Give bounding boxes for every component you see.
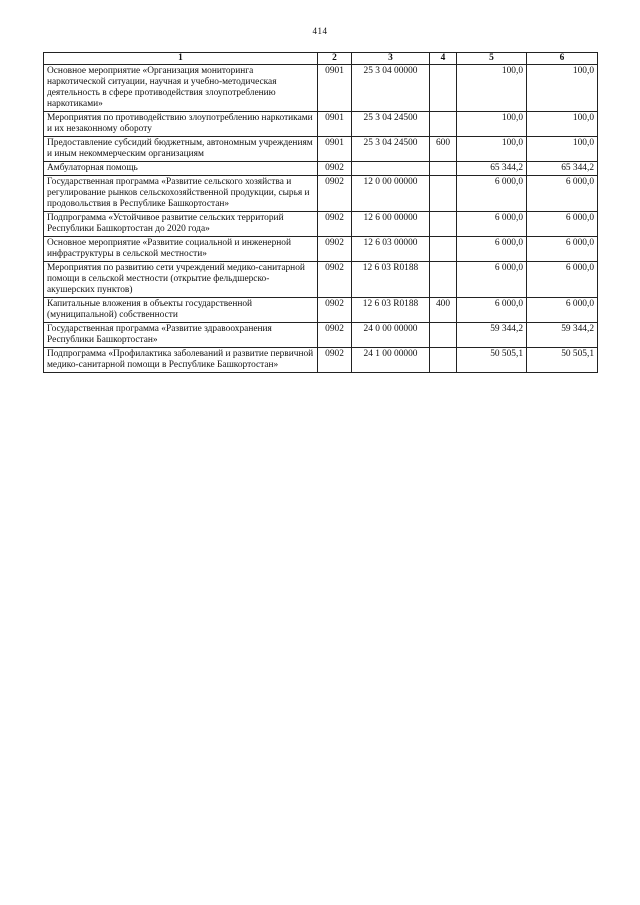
row-amount-5: 100,0 xyxy=(457,65,527,112)
row-section-code: 0902 xyxy=(318,323,352,348)
row-amount-6: 6 000,0 xyxy=(527,237,598,262)
column-header: 4 xyxy=(430,53,457,65)
table-row xyxy=(44,112,598,137)
row-target-article: 12 6 03 R0188 xyxy=(352,298,430,323)
row-amount-6: 65 344,2 xyxy=(527,162,598,176)
row-name: Мероприятия по развитию сети учреждений медико-санитарной помощи в сельской местности (открытие фельдшерско-акушерских пунктов) xyxy=(44,262,318,298)
row-name: Подпрограмма «Устойчивое развитие сельских территорий Республики Башкортостан до 2020 года» xyxy=(44,212,318,237)
row-amount-5: 6 000,0 xyxy=(457,237,527,262)
row-name: Подпрограмма «Профилактика заболеваний и развитие первичной медико-санитарной помощи в Республике Башкортостан» xyxy=(44,348,318,373)
row-name: Капитальные вложения в объекты государственной (муниципальной) собственности xyxy=(44,298,318,323)
row-target-article: 12 6 03 R0188 xyxy=(352,262,430,298)
table-row xyxy=(44,137,598,162)
row-amount-5: 65 344,2 xyxy=(457,162,527,176)
table-row xyxy=(44,262,598,298)
column-header: 5 xyxy=(457,53,527,65)
row-expense-type xyxy=(430,112,457,137)
row-amount-5: 100,0 xyxy=(457,137,527,162)
row-amount-5: 59 344,2 xyxy=(457,323,527,348)
table-row xyxy=(44,212,598,237)
row-amount-5: 6 000,0 xyxy=(457,298,527,323)
row-expense-type xyxy=(430,262,457,298)
row-section-code: 0901 xyxy=(318,65,352,112)
row-amount-5: 6 000,0 xyxy=(457,212,527,237)
row-name: Предоставление субсидий бюджетным, автономным учреждениям и иным некоммерческим организациям xyxy=(44,137,318,162)
row-expense-type xyxy=(430,162,457,176)
row-expense-type xyxy=(430,237,457,262)
table-row xyxy=(44,237,598,262)
row-target-article xyxy=(352,162,430,176)
row-target-article: 25 3 04 00000 xyxy=(352,65,430,112)
row-expense-type xyxy=(430,65,457,112)
row-expense-type xyxy=(430,323,457,348)
table-row xyxy=(44,65,598,112)
table-row xyxy=(44,176,598,212)
column-header: 3 xyxy=(352,53,430,65)
row-target-article: 24 1 00 00000 xyxy=(352,348,430,373)
row-amount-6: 6 000,0 xyxy=(527,176,598,212)
column-header: 2 xyxy=(318,53,352,65)
row-section-code: 0901 xyxy=(318,112,352,137)
row-target-article: 24 0 00 00000 xyxy=(352,323,430,348)
row-section-code: 0902 xyxy=(318,348,352,373)
row-expense-type xyxy=(430,348,457,373)
row-name: Государственная программа «Развитие здравоохранения Республики Башкортостан» xyxy=(44,323,318,348)
row-section-code: 0902 xyxy=(318,262,352,298)
row-name: Мероприятия по противодействию злоупотреблению наркотиками и их незаконному обороту xyxy=(44,112,318,137)
table-row xyxy=(44,162,598,176)
row-expense-type: 600 xyxy=(430,137,457,162)
row-amount-5: 100,0 xyxy=(457,112,527,137)
row-name: Основное мероприятие «Организация мониторинга наркотической ситуации, научная и учебно-методическая деятельность в сфере противодействия злоупотреблению наркотиками» xyxy=(44,65,318,112)
row-expense-type xyxy=(430,212,457,237)
row-amount-5: 6 000,0 xyxy=(457,176,527,212)
row-amount-6: 6 000,0 xyxy=(527,212,598,237)
row-expense-type xyxy=(430,176,457,212)
row-amount-6: 6 000,0 xyxy=(527,262,598,298)
table-row xyxy=(44,348,598,373)
row-expense-type: 400 xyxy=(430,298,457,323)
column-header: 6 xyxy=(527,53,598,65)
row-name: Амбулаторная помощь xyxy=(44,162,318,176)
row-target-article: 25 3 04 24500 xyxy=(352,112,430,137)
row-section-code: 0902 xyxy=(318,176,352,212)
row-section-code: 0902 xyxy=(318,212,352,237)
row-name: Государственная программа «Развитие сельского хозяйства и регулирование рынков сельскохозяйственной продукции, сырья и продовольствия в Республике Башкортостан» xyxy=(44,176,318,212)
row-target-article: 25 3 04 24500 xyxy=(352,137,430,162)
column-header: 1 xyxy=(44,53,318,65)
table-row xyxy=(44,298,598,323)
row-amount-6: 100,0 xyxy=(527,65,598,112)
row-name: Основное мероприятие «Развитие социальной и инженерной инфраструктуры в сельской местности» xyxy=(44,237,318,262)
page-number: 414 xyxy=(312,26,328,36)
table-row xyxy=(44,323,598,348)
row-target-article: 12 6 03 00000 xyxy=(352,237,430,262)
row-amount-6: 100,0 xyxy=(527,137,598,162)
row-section-code: 0902 xyxy=(318,298,352,323)
row-amount-5: 50 505,1 xyxy=(457,348,527,373)
row-section-code: 0902 xyxy=(318,237,352,262)
row-amount-6: 6 000,0 xyxy=(527,298,598,323)
row-amount-6: 59 344,2 xyxy=(527,323,598,348)
row-target-article: 12 0 00 00000 xyxy=(352,176,430,212)
row-target-article: 12 6 00 00000 xyxy=(352,212,430,237)
row-section-code: 0902 xyxy=(318,162,352,176)
row-amount-6: 100,0 xyxy=(527,112,598,137)
table-header-row xyxy=(44,53,598,65)
row-amount-6: 50 505,1 xyxy=(527,348,598,373)
row-section-code: 0901 xyxy=(318,137,352,162)
row-amount-5: 6 000,0 xyxy=(457,262,527,298)
budget-table xyxy=(43,52,598,373)
